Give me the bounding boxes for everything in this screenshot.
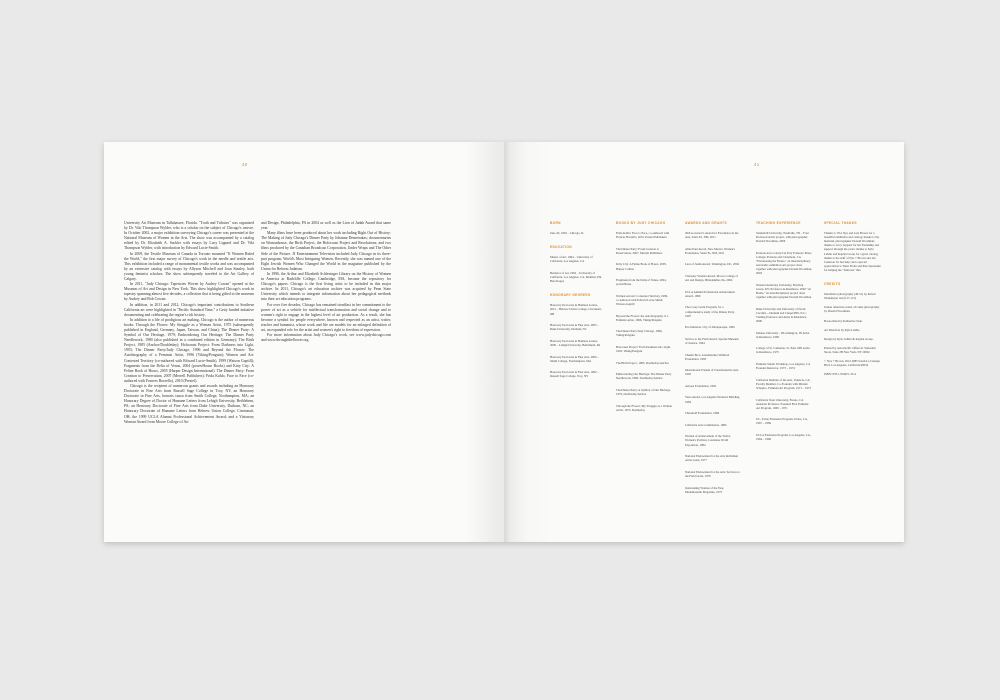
book-item: Fragments from the Delta of Venus, 2004, powerHouse [616,278,667,287]
award-item: UCLA Alumni Professional Achievement Award, 1999 [685,289,735,298]
awards-heading: AWARDS AND GRANTS [685,221,727,225]
award-item: Threshold Foundation, 1986 [685,411,720,416]
award-item: 20th Governor's Award for Excellence in the Arts, Santa Fe, NM, 2011 [685,231,739,240]
credit-item: Design by Kyle LaMar & Kaplan Group. [824,336,874,341]
left-text-column-1 [124,221,254,425]
award-item: Lion of Judah Award, Washington, DC, 2004 [685,262,740,267]
teaching-item: California Institute of the Arts, Valencia, CA; Faculty Member, Co-Founder with Miriam Schapiro, Feminist Art Program, 1971 – 1973 [756,377,811,390]
body-paragraph: In 2011, "Judy Chicago: Tapestries Woven by Audrey Cowan" opened at the Museum of Art and Design in New York. This show highlighted Chicago's work in tapestry spanning almost five decades, a collection that is being gifted to the museum by Audrey and Bob Cowan. [124,282,254,302]
teaching-item: College of St. Catherine, St. Paul, MN Artist in Residence, 1975 [756,346,810,355]
teaching-item: Pomona Arts Colony/Cal Poly Pomona/ Pitzer College/ Pomona and Claremont, CA "Envisioning the Future," an interdisciplinary and studio exhibition arts project done together with photographer Donald Woodman, 2003 [756,250,812,276]
body-paragraph: In 1996, the Arthur and Elizabeth Schlesinger Library on the History of Women in America at Radcliffe College, Cambridge, MA, became the repository for Chicago's papers. Chicago is the first living artist to be included in this major archive. In 2011, Chicago's art education archive was acquired by Penn State University which intends to integrate information about her pedagogical methods into their art education programs. [261,271,391,302]
teaching-item: UC, Irvine Extension Program, Irvine, CA, 1967 – 1969 [756,417,808,426]
special-thanks-heading: SPECIAL THANKS [824,221,857,225]
born-item: June 20, 1939 – Chicago, IL [550,231,585,236]
teaching-heading: TEACHING EXPERIENCE [756,221,801,225]
teaching-column [756,221,812,449]
book-item: Embroidering Our Heritage: The Dinner Party Needlework, 1980, Doubleday/Anchor [616,372,672,381]
honorary-degrees-heading: HONORARY DEGREES [550,293,591,298]
award-item: National Endowment for the Arts: Services to the Field Grant, 1976 [685,469,740,478]
education-item: Master of Art, 1964 – University of California, Los Angeles, CA [550,255,593,264]
teaching-item: Vanderbilt University, Nashville, TN – Four Professor/Artist project, with photographer Donald Woodman, 2006 [756,231,809,244]
award-item: Proclamation, City of Albuquerque, 1996 [685,325,735,330]
award-item: Thanks Be to Grandmother Winifred Foundation, 1993 [685,352,730,361]
award-item: International Friends of Transformative Arts, 1992 [685,368,739,377]
body-paragraph: Chicago is the recipient of numerous grants and awards including an Honorary Doctorate in Fine Arts from Russell Sage College in Troy, NY, an Honorary Doctorate in Fine Arts, honoris causa from Smith College, Northampton, MA; an Honorary Degree of Doctor of Humane Letters from Lehigh University, Bethlehem, PA; an Honorary Doctorate of Fine Arts from Duke University, Durham, NC; an Honorary Doctorate of Humane Letters from Hebrew Union College, Cincinnati, OH; the 1999 UCLA Alumni Professional Achievement Award; and a Visionary Woman Award from Moore College of Art [124,384,254,424]
book-item: The Dinner Party: From Creation to Preservation, 2007, Merrell Publishers [616,246,663,255]
award-item: Outstanding Woman of the Year, Mademoiselle Magazine, 1973 [685,485,725,494]
book-spread [104,142,904,542]
award-item: The Corey Grant Program, for a comprehensive study of the Dinner Party, 1997 [685,305,735,318]
body-paragraph: Many films have been produced about her work including Right Out of History: The Making of Judy Chicago's Dinner Party by Johanna Demetrakas; documentaries on Womanhouse, the Birth Project, the Holocaust Project and Resolutions; and two films produced by the Canadian Broadcast Corporation, Under Wraps and The Other Side of the Picture. JJ Entertainment Television included Judy Chicago in its three-part program, World's Most Intriguing Women. Recently, she was named one of the Eight Jewish Women Who Changed the World in the magazine published by the Union for Reform Judaism. [261,231,391,271]
teaching-item: California State University, Fresno, CA Assistant Professor, Founded First Feminist Art Program, 1969 – 1971 [756,397,809,410]
award-item: Service to the Field Award, Spertus Museum of Judaica, 1994 [685,336,739,345]
honorary-degree-item: Honorary Doctorate in Fine Arts, 2000 – Smith College, Northampton, MA [550,354,599,363]
award-item: Vesta Award, Los Angeles Woman's Building, 1984 [685,395,741,404]
teaching-item: Western Kentucky University, Bowling Green, KY; Professor-in-Residence, 2002 "At Home," an interdisciplinary project done together with photographer Donald Woodman [756,282,812,300]
credit-item: Book edited by Katherine Chan. [824,318,863,323]
honorary-degree-item: Honorary Doctorate in Fine Arts, 2003 – Duke University, Durham, NC [550,323,599,332]
book-item: Holocaust Project: From Darkness into Light, 1993, Viking/Penguin [616,345,671,354]
teaching-item: Feminist Studio Workshop, Los Angeles, CA Founder/Instructor, 1973 – 1974 [756,362,810,371]
education-heading: EDUCATION [550,245,572,250]
book-item: Kitty City: A Feline Book of Hours, 2005, Harper Collins [616,262,667,271]
teaching-item: UCLA Extension Program, Los Angeles, CA, 1964 – 1966 [756,433,811,442]
body-paragraph: In addition to a life of prodigious art making, Chicago is the author of numerous books: Through the Flower: My Struggle as a Woman Artist, 1975 (subsequently published in England, Germany, Japan, Taiwan, and China); The Dinner Party: A Symbol of Our Heritage, 1979; Embroidering Our Heritage: The Dinner Party Needlework, 1980 (also published in a combined edition in Germany); The Birth Project, 1985 (Anchor/Doubleday); Holocaust Project: From Darkness into Light, 1993; The Dinner Party/Judy Chicago, 1996 and Beyond the Flower: The Autobiography of a Feminist Artist, 1996 (Viking/Penguin); Women and Art: Contested Territory (co-authored with Edward Lucie-Smith), 1999 (Watson Guptill); Fragments from the Delta of Venus, 2004 (powerHouse Books) and Kitty City: A Feline Book of Hours, 2005 (Harper Design International). The Dinner Party: From Creation to Preservation, 2007 (Merrell Publishers); Frida Kahlo, Face to Face (co-authored with Frances Borzello), 2010 (Prestel). [124,317,254,383]
award-item: Allan Paul Award, New Mexico Women's Foundation, Santa Fe, NM, 2011 [685,246,735,255]
credit-item: Installation photography (46-51) by Robert Wedemeyer and (117-121) [824,292,876,301]
award-item: Visionary Woman Award, Moore College of Art and Design, Philadelphia, PA, 2004 [685,274,738,283]
left-page-number: 40 [242,162,248,167]
born-heading: BORN [550,221,561,225]
left-text-column-2 [261,221,391,343]
book-item: The Dinner Party: A Symbol of Our Heritage, 1979, Doubleday/Anchor [616,387,671,397]
honorary-degree-item: Honorary Doctorate in Humane Letters, 2000 – Lehigh University, Bethlehem, PA [550,338,601,347]
thanks-credits-column [824,221,882,381]
honorary-degree-item: Honorary Doctorate in Humane Letters, 2012 – Hebrew Union College, Cincinnati, OH [550,303,602,316]
award-item: National Endowment for the Arts Individual Artist Grant, 1977 [685,454,739,463]
teaching-item: Indiana University – Bloomington, IN Artist in Residence, 1999 [756,330,810,339]
book-item: Women and Art: Contested Territory, 1999, co-authored with Edward Lucie-Smith, Watson-Guptill [616,293,668,307]
born-education-column [550,221,604,386]
award-item: Woman of Achievement of the World, Women's Pavilion, Louisiana World Exposition, 1984 [685,434,731,447]
book-item: Frida Kahlo: Face to Face, co-authored with Frances Borzello, 2010, Prestel Publishers [616,231,670,240]
teaching-item: Duke University and University of North Carolina – Durham and Chapel Hill, N.C.; Visiting Professor and Artist in Residence, 2000 [756,306,807,324]
award-item: Astraea Foundation, 1992 [685,383,717,388]
credit-item: © Nye + Brown, 2012 2685 South La Cienega Blvd. Los Angeles, California 90034 [824,358,880,368]
book-item: Beyond the Flower: the Autobiography of a Feminist Artist, 1996, Viking/Penguin [616,313,669,322]
credit-item: Unless otherwise noted, all other photography by Donald Woodman. [824,305,880,314]
body-paragraph: In addition, in 2011 and 2012, Chicago's important contributions to Southern California art were highlighted in "Pacific Standard Time," a Getty funded initiative documenting and celebrating the region's rich history. [124,302,254,317]
education-item: Bachelor of Art, 1962 – University of California, Los Angeles, CA, Member, Phi Beta Kappa [550,270,602,284]
book-item: The Birth Project, 1985, Doubleday/Anchor [616,360,669,365]
right-page-number: 41 [754,162,760,167]
left-page [104,142,504,542]
credit-item: Art Direction by Kyle LaMar. [824,327,860,332]
award-item: California Arts Commission, 1984 [685,422,727,427]
honorary-degree-item: Honorary Doctorate in Fine Arts, 1992 – Russell Sage College, Troy, NY [550,370,599,379]
body-paragraph: For more information about Judy Chicago's work, see www.judychicago.com and www.throughtheflower.org. [261,333,391,343]
awards-column [685,221,741,501]
credit-item: Printed by Asia Pacific Offset 41 Sixteenth Street, Suite 2B New York, NY 10002 [824,345,876,354]
books-column [616,221,672,419]
body-paragraph: For over five decades, Chicago has remained steadfast in her commitment to the power of art as a vehicle for intellectual transformation and social change and to women's right to engage in the highest level of art production. As a result, she has become a symbol for people everywhere, known and respected as an artist, writer, teacher and humanist, whose work and life are models for an enlarged definition of art, an expanded role for the artist and women's right to freedom of expression. [261,302,391,332]
body-paragraph: In 2009, the Textile Museum of Canada in Toronto mounted "If Women Ruled the World," the first major survey of Chicago's work in the needle and textile arts. This exhibition included a range of monumental textile works and was accompanied by an extensive catalog with essays by Allyson Mitchell and Joan Stanley, both young feminist scholars. The show subsequently traveled to the Art Gallery of Calgary. [124,251,254,282]
body-paragraph: University Art Museum in Tallahassee, Florida. "Truth and Tributes" was organized by Dr. Viki Thompson Wylder, who is a scholar on the subject of Chicago's oeuvre. In October 2002, a major exhibition surveying Chicago's career was presented at the National Museum of Women in the Arts. The show was accompanied by a catalog edited by Dr. Elizabeth A. Sackler with essays by Lucy Lippard and Dr. Viki Thompson Wylder, with introduction by Edward Lucie-Smith. [124,221,254,251]
books-heading: BOOKS BY JUDY CHICAGO [616,221,666,225]
body-paragraph: and Design, Philadelphia, PA in 2004 as well as the Lion of Judah Award that same year. [261,221,391,231]
credits-heading: CREDITS [824,282,841,287]
right-page [504,142,904,542]
book-item: The Dinner Party/Judy Chicago, 1996, Viking/Penguin [616,329,663,338]
special-thanks-text: Thanks to Viva Nye and Lata Brown for a beautiful exhibition and catalog; thanks to my husband, photographer Donald Woodman; thanks to Lucy Lippard for her friendship and support through the years; thanks to Kyle LaMar and Kaplan Group for a great catalog; thanks to the staff of Nye + Brown and Jen Cameron for her help; and a special appreciation to Dana Frenn and Pete Sperandeo for helping me "fabricate" this. [824,231,882,272]
book-item: Through the Flower: My Struggle as a Woman Artist, 1975, Doubleday [616,403,672,412]
credit-item: ISBN: 978-1-934671-35-4 [824,372,856,377]
